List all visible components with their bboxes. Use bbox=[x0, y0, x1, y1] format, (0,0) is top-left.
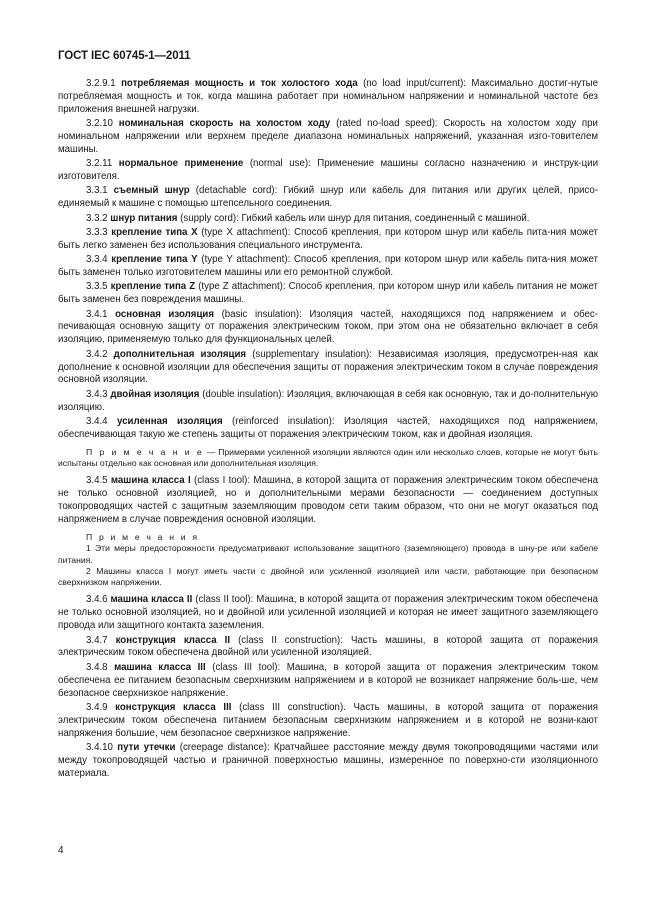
note-item-1: 1 Эти меры предосторожности предусматривают использование защитного (заземляющего) провода в шну-ре или кабеле питания. bbox=[58, 543, 598, 565]
definition-3-4-4 bbox=[58, 416, 598, 442]
definition-3-4-5 bbox=[58, 475, 598, 527]
definition-3-4-2 bbox=[58, 349, 598, 388]
definition-number: 3.4.6 bbox=[86, 594, 108, 606]
definition-term: двойная изоляция bbox=[110, 388, 200, 400]
definition-number: 3.4.8 bbox=[86, 661, 108, 673]
definition-text: (reinforced insulation): Изоляция частей, находящихся под напряжением, обеспечивающая такую же степень защиты от поражения электрическим током, как и двойная изоляция. bbox=[58, 415, 598, 440]
definition-text: (basic insulation): Изоляция частей, находящихся под напряжением и обес-печивающая основную защиту от поражения электрическим током, при этом она не обязательно включает в себя изоляцию, применяемую только для функциональных целей. bbox=[58, 308, 598, 346]
definition-term: пути утечки bbox=[117, 742, 176, 753]
definition-term: крепление типа X bbox=[111, 226, 198, 238]
definition-term: крепление типа Y bbox=[111, 254, 198, 266]
definitions-section-2 bbox=[58, 594, 598, 780]
definition-3-3-2 bbox=[58, 213, 598, 226]
notes-label: П р и м е ч а н и я bbox=[86, 531, 200, 542]
definition-number: 3.4.1 bbox=[86, 308, 108, 320]
definition-term: машина класса II bbox=[110, 594, 193, 606]
definition-number: 3.3.4 bbox=[86, 254, 108, 266]
definition-text: (supplementary insulation): Независимая изоляция, предусмотрен-ная как дополнение к основной изоляции для обеспечения защиты от поражения электрическим током в случае повреждения основной изоляции. bbox=[58, 348, 598, 386]
definition-text: (type X attachment): Способ крепления, при котором шнур или кабель пита-ния может быть легко заменен без использования специального инструмента. bbox=[58, 226, 598, 251]
definition-number: 3.4.5 bbox=[86, 475, 108, 487]
definition-number: 3.3.5 bbox=[86, 281, 108, 293]
definition-term: крепление типа Z bbox=[110, 281, 196, 293]
definition-text: (supply cord): Гибкий кабель или шнур для питания, соединенный с машиной. bbox=[180, 212, 530, 224]
definition-text: (class II tool): Машина, в которой защита от поражения электрическим током обеспечена не только основной изоляцией, но и двойной или усиленной изоляцией и которая не имеет защитного заземляющего провода или защитного контакта заземления. bbox=[58, 594, 598, 632]
definition-number: 3.4.4 bbox=[86, 415, 108, 427]
definition-number: 3.2.9.1 bbox=[86, 78, 116, 89]
document-header: ГОСТ IEC 60745-1—2011 bbox=[58, 50, 191, 62]
definition-number: 3.3.1 bbox=[86, 185, 108, 197]
definition-3-3-5 bbox=[58, 281, 598, 307]
definition-number: 3.2.11 bbox=[86, 158, 113, 170]
definition-number: 3.4.2 bbox=[86, 348, 108, 360]
definition-3-2-9-1 bbox=[58, 78, 598, 117]
definition-number: 3.4.3 bbox=[86, 388, 108, 400]
definition-3-3-1 bbox=[58, 185, 598, 211]
definition-term: конструкция класса II bbox=[115, 634, 231, 646]
definition-text: (class I tool): Машина, в которой защита от поражения электрическим током обеспечена не только основной изоляцией, но и дополнительными мерами безопасности — соединением доступных токопроводящих частей с защитным заземляющим проводом сети таким образом, что они не могут оказаться под напряжением в случае повреждения основной изоляции. bbox=[58, 475, 598, 526]
definition-text: (no load input/current): Максимально достиг-нутые потребляемая мощность и ток, когда машина работает при номинальном напряжении и номинальной частоте без приложения внешней нагрузки. bbox=[58, 78, 598, 115]
definition-term: потребляемая мощность и ток холостого хода bbox=[121, 78, 358, 89]
definition-3-4-10 bbox=[58, 742, 598, 781]
definition-3-4-1 bbox=[58, 309, 598, 348]
page-number: 4 bbox=[58, 845, 64, 856]
definition-number: 3.2.10 bbox=[86, 118, 113, 130]
definition-3-4-3 bbox=[58, 389, 598, 415]
definition-text: (detachable cord): Гибкий шнур или кабель для питания или других целей, присо-единяемый к машине с помощью штепсельного соединения. bbox=[58, 185, 598, 210]
definition-text: (class III construction). Часть машины, в которой защита от поражения электрическим током обеспечена питанием безопасным сверхнизким напряжением и в которой не возни-кают напряжения большие, чем безопасное сверхнизкое напряжение. bbox=[58, 701, 598, 739]
definition-term: основная изоляция bbox=[115, 308, 215, 320]
definition-3-4-8 bbox=[58, 662, 598, 701]
note-label: П р и м е ч а н и е bbox=[86, 446, 204, 457]
definition-term: нормальное применение bbox=[118, 158, 244, 170]
definition-term: съемный шнур bbox=[113, 185, 190, 197]
definition-3-4-6 bbox=[58, 594, 598, 633]
definition-3-3-3 bbox=[58, 227, 598, 253]
note-reinforced-insulation bbox=[58, 447, 598, 470]
definition-3-2-10 bbox=[58, 118, 598, 157]
note-item-2: 2 Машины класса I могут иметь части с двойной или усиленной изоляцией или части, работающие при безопасном сверхнизком напряжении. bbox=[58, 565, 598, 588]
definition-number: 3.4.7 bbox=[86, 634, 108, 646]
definition-text: (class II construction): Часть машины, в которой защита от поражения электрическим током обеспечена двойной или усиленной изоляцией. bbox=[58, 634, 598, 659]
definition-3-2-11 bbox=[58, 158, 598, 184]
definition-number: 3.4.9 bbox=[86, 701, 108, 713]
definition-text: (rated no-load speed): Скорость на холостом ходу при номинальном напряжении или верхнем пределе диапазона номинальных напряжений, указанная изго-товителем машины. bbox=[58, 118, 598, 155]
definition-term: машина класса I bbox=[110, 475, 191, 487]
page-body bbox=[58, 78, 598, 782]
definition-number: 3.3.3 bbox=[86, 226, 108, 238]
definitions-section-1 bbox=[58, 78, 598, 442]
definition-3-4-7 bbox=[58, 635, 598, 661]
definition-3-4-9 bbox=[58, 702, 598, 741]
note-text: — Примерами усиленной изоляции являются один или несколько слоев, которые не могут быть испытаны отдельно как основная или дополнительная изоляция. bbox=[58, 446, 598, 469]
definition-term: шнур питания bbox=[110, 212, 178, 224]
definition-term: усиленная изоляция bbox=[116, 415, 223, 427]
definition-3-3-4 bbox=[58, 254, 598, 280]
definition-term: номинальная скорость на холостом ходу bbox=[118, 118, 331, 130]
definition-number: 3.4.10 bbox=[86, 742, 113, 753]
definition-text: (double insulation): Изоляция, включающая в себя как основную, так и до-полнительную изоляцию. bbox=[58, 388, 599, 413]
definition-number: 3.3.2 bbox=[86, 212, 108, 224]
definition-term: конструкция класса III bbox=[115, 701, 232, 713]
definition-text: (type Y attachment): Способ крепления, при котором шнур или кабель пита-ния может быть заменен только изготовителем машины или его ремонтной службой. bbox=[58, 254, 598, 279]
definition-text: (normal use): Применение машины согласно назначению и инструк-ции изготовителя. bbox=[58, 158, 598, 183]
definition-term: дополнительная изоляция bbox=[113, 348, 247, 360]
definition-term: машина класса III bbox=[114, 661, 206, 673]
definition-text: (type Z attachment): Способ крепления, при котором шнур или кабель питания не может быть заменен без повреждения машины. bbox=[58, 281, 598, 306]
definition-text: (creepage distance): Кратчайшее расстояние между двумя токопроводящими частями или между токопроводящей частью и граничной поверхностью машины, измеренное по поверхно-сти изоляционного материала. bbox=[58, 742, 598, 779]
definition-text: (class III tool): Машина, в которой защита от поражения электрическим током обеспечена ее питанием безопасным сверхнизким напряжением и в которой не возникает напряжение боль-ше, чем безопасное сверхнизкое напряжение. bbox=[58, 661, 598, 699]
notes-class-i bbox=[58, 532, 598, 588]
